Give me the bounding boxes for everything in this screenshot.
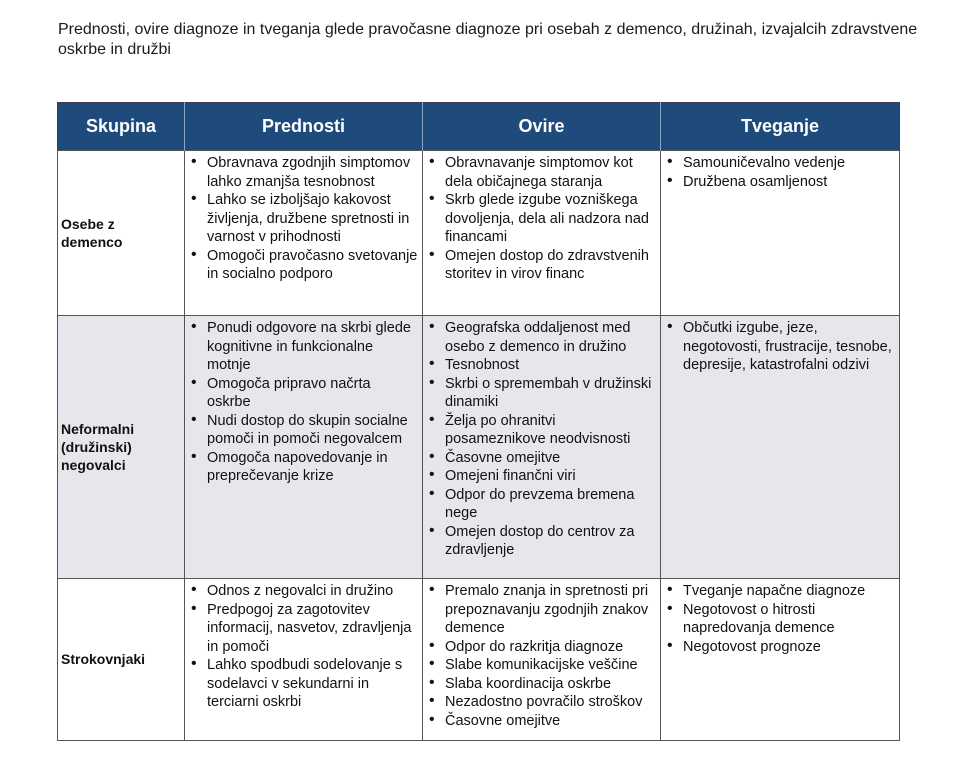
ovire-cell	[423, 316, 661, 579]
table-row	[58, 579, 900, 741]
bullet-list	[427, 154, 656, 284]
prednosti-cell	[185, 151, 423, 316]
list-item: • Obravnava zgodnjih simptomov lahko zmanjša tesnobnost	[189, 154, 418, 191]
prednosti-cell	[185, 579, 423, 741]
list-item: • Tveganje napačne diagnoze	[665, 582, 895, 601]
list-item: • Nezadostno povračilo stroškov	[427, 693, 656, 712]
group-cell: Osebe z demenco	[58, 151, 185, 316]
list-item: • Omejen dostop do centrov za zdravljenje	[427, 523, 656, 560]
tveganje-cell	[661, 579, 900, 741]
list-item: • Časovne omejitve	[427, 449, 656, 468]
header-ovire: Ovire	[423, 103, 661, 151]
bullet-list	[189, 319, 418, 486]
list-item: • Časovne omejitve	[427, 712, 656, 731]
group-cell: Strokovnjaki	[58, 579, 185, 741]
list-item: • Slaba koordinacija oskrbe	[427, 675, 656, 694]
list-item: • Geografska oddaljenost med osebo z demenco in družino	[427, 319, 656, 356]
bullet-list	[427, 582, 656, 730]
header-prednosti: Prednosti	[185, 103, 423, 151]
list-item: • Omejeni finančni viri	[427, 467, 656, 486]
list-item: • Nudi dostop do skupin socialne pomoči in pomoči negovalcem	[189, 412, 418, 449]
tveganje-cell	[661, 151, 900, 316]
bullet-list	[189, 582, 418, 712]
ovire-cell	[423, 579, 661, 741]
bullet-list	[665, 154, 895, 191]
header-skupina: Skupina	[58, 103, 185, 151]
list-item: • Skrbi o spremembah v družinski dinamiki	[427, 375, 656, 412]
tveganje-cell	[661, 316, 900, 579]
list-item: • Družbena osamljenost	[665, 173, 895, 192]
list-item: • Lahko spodbudi sodelovanje s sodelavci v sekundarni in terciarni oskrbi	[189, 656, 418, 712]
list-item: • Omogoči pravočasno svetovanje in socialno podporo	[189, 247, 418, 284]
bullet-list	[665, 582, 895, 656]
header-tveganje: Tveganje	[661, 103, 900, 151]
list-item: • Odpor do razkritja diagnoze	[427, 638, 656, 657]
list-item: • Skrb glede izgube vozniškega dovoljenja, dela ali nadzora nad financami	[427, 191, 656, 247]
list-item: • Želja po ohranitvi posameznikove neodvisnosti	[427, 412, 656, 449]
list-item: • Obravnavanje simptomov kot dela običajnega staranja	[427, 154, 656, 191]
list-item: • Omejen dostop do zdravstvenih storitev in virov financ	[427, 247, 656, 284]
list-item: • Omogoča pripravo načrta oskrbe	[189, 375, 418, 412]
list-item: • Tesnobnost	[427, 356, 656, 375]
list-item: • Odnos z negovalci in družino	[189, 582, 418, 601]
header-row	[58, 103, 900, 151]
list-item: • Občutki izgube, jeze, negotovosti, frustracije, tesnobe, depresije, katastrofalni odzivi	[665, 319, 895, 375]
comparison-table	[57, 102, 900, 741]
group-cell: Neformalni (družinski) negovalci	[58, 316, 185, 579]
list-item: • Ponudi odgovore na skrbi glede kognitivne in funkcionalne motnje	[189, 319, 418, 375]
list-item: • Negotovost o hitrosti napredovanja demence	[665, 601, 895, 638]
prednosti-cell	[185, 316, 423, 579]
list-item: • Negotovost prognoze	[665, 638, 895, 657]
bullet-list	[665, 319, 895, 375]
ovire-cell	[423, 151, 661, 316]
list-item: • Predpogoj za zagotovitev informacij, nasvetov, zdravljenja in pomoči	[189, 601, 418, 657]
table-row	[58, 316, 900, 579]
list-item: • Odpor do prevzema bremena nege	[427, 486, 656, 523]
list-item: • Slabe komunikacijske veščine	[427, 656, 656, 675]
list-item: • Premalo znanja in spretnosti pri prepoznavanju zgodnjih znakov demence	[427, 582, 656, 638]
list-item: • Omogoča napovedovanje in preprečevanje krize	[189, 449, 418, 486]
page-title: Prednosti, ovire diagnoze in tveganja glede pravočasne diagnoze pri osebah z demenco, družinah, izvajalcih zdravstvene oskrbe in družbi	[58, 21, 918, 58]
list-item: • Lahko se izboljšajo kakovost življenja, družbene spretnosti in varnost v prihodnosti	[189, 191, 418, 247]
bullet-list	[189, 154, 418, 284]
table-row	[58, 151, 900, 316]
bullet-list	[427, 319, 656, 560]
list-item: • Samouničevalno vedenje	[665, 154, 895, 173]
